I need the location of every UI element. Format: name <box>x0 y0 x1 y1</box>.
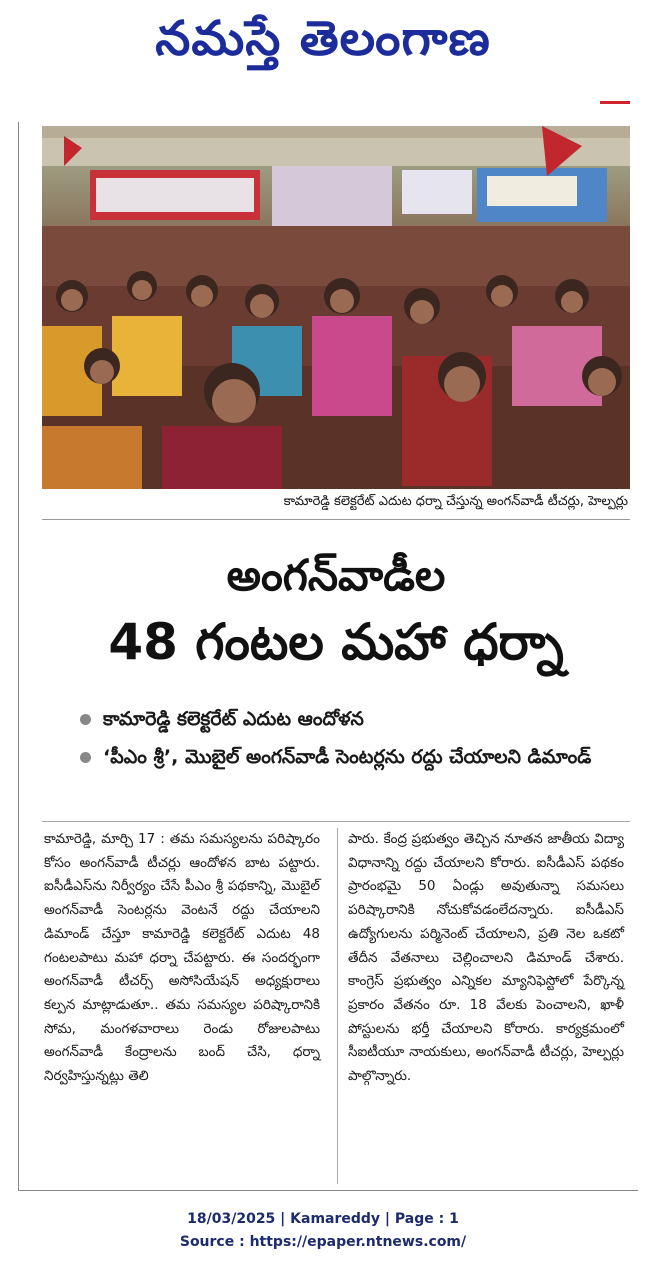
protest-photo-illustration <box>42 126 630 489</box>
newspaper-logo: నమస్తే తెలంగాణ <box>155 9 491 66</box>
page-footer <box>0 1208 646 1254</box>
body-divider <box>42 821 630 822</box>
masthead <box>0 8 646 80</box>
protest-photo <box>42 126 630 489</box>
bullet-dot-icon <box>80 714 91 725</box>
column-divider <box>337 828 338 1184</box>
headline <box>42 545 630 677</box>
masthead-accent-rule <box>600 101 630 104</box>
highlight-bullets <box>80 700 620 776</box>
article-column-left: కామారెడ్డి, మార్చి 17 : తమ సమస్యలను పరిష్కారం కోసం అంగన్‌వాడీ టీచర్లు ఆందోళన బాట పట్టారు. ఐసీడీఎస్‌ను నిర్వీర్యం చేసే పీఎం శ్రీ పథకాన్ని, మొబైల్ అంగన్‌వాడీ సెంటర్లను వెంటనే రద్దు చేయాలని డిమాండ్ చేస్తూ కామారెడ్డి కలెక్టరేట్ ఎదుట 48 గంటలపాటు మహా ధర్నా చేపట్టారు. ఈ సందర్భంగా అంగన్‌వాడీ టీచర్స్ అసోసియేషన్ అధ్యక్షురాలు కల్పన మాట్లాడుతూ.. తమ సమస్యల పరిష్కారానికి సోమ, మంగళవారాలు రెండు రోజులపాటు అంగన్‌వాడీ కేంద్రాలను బంద్ చేసి, ధర్నా నిర్వహిస్తున్నట్లు తెలి <box>44 831 320 1085</box>
page-border-left <box>18 122 19 1190</box>
headline-line-2: 48 గంటల మహా ధర్నా <box>108 613 564 671</box>
photo-caption: కామారెడ్డి కలెక్టరేట్ ఎదుట ధర్నా చేస్తున్న అంగన్‌వాడీ టీచర్లు, హెల్పర్లు <box>42 494 630 520</box>
bullet-text: కామారెడ్డి కలెక్టరేట్ ఎదుట ఆందోళన <box>103 708 364 730</box>
footer-source: Source : https://epaper.ntnews.com/ <box>179 1234 467 1250</box>
page-border-bottom <box>18 1190 638 1191</box>
headline-line-1: అంగన్‌వాడీల <box>226 551 446 601</box>
footer-date-edition: 18/03/2025 | Kamareddy | Page : 1 <box>187 1211 459 1227</box>
article-column-right: పారు. కేంద్ర ప్రభుత్వం తెచ్చిన నూతన జాతీయ విద్యా విధానాన్ని రద్దు చేయాలని కోరారు. ఐసీడీఎస్ పథకం ప్రారంభమై 50 ఏండ్లు అవుతున్నా సమసలు పరిష్కారానికి నోచుకోవడంలేదన్నారు. ఐసీడీఎస్ ఉద్యోగులను పర్మినెంట్ చేయాలని, ప్రతి నెల ఒకటో తేదీన వేతనాలు చెల్లించాలని డిమాండ్ చేశారు. కాంగ్రెస్ ప్రభుత్వం ఎన్నికల మ్యానిఫెస్టోలో పేర్కొన్న ప్రకారం వేతనం రూ. 18 వేలకు పెంచాలని, ఖాళీ పోస్టులను భర్తీ చేయాలని కోరారు. కార్యక్రమంలో సీఐటీయూ నాయకులు, అంగన్‌వాడీ టీచర్లు, హెల్పర్లు పాల్గొన్నారు. <box>348 831 624 1085</box>
bullet-item <box>80 738 620 776</box>
bullet-text: ‘పీఎం శ్రీ’, మొబైల్ అంగన్‌వాడీ సెంటర్లను రద్దు చేయాలని డిమాండ్ <box>103 746 592 768</box>
bullet-item <box>80 700 620 738</box>
bullet-dot-icon <box>80 752 91 763</box>
